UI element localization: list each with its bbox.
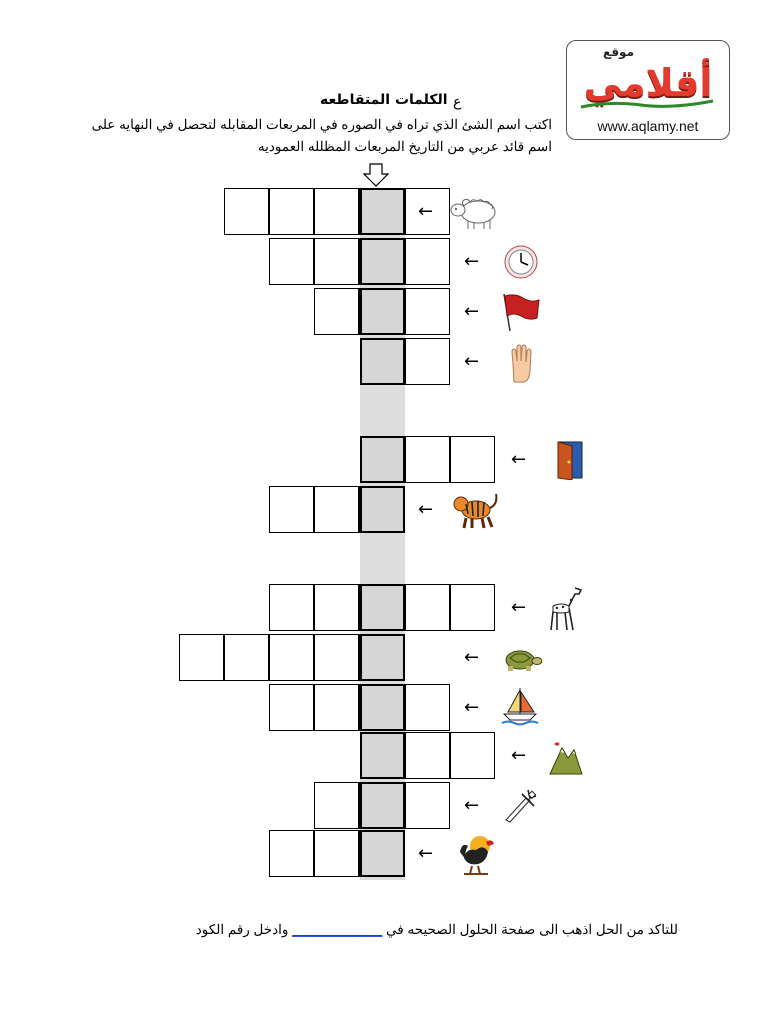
shaded-answer-cell[interactable]	[360, 238, 405, 285]
boat-icon	[500, 686, 540, 726]
left-arrow-icon: ←	[418, 843, 434, 864]
hand-icon	[508, 344, 534, 384]
shaded-answer-cell[interactable]	[360, 188, 405, 235]
answer-cell[interactable]	[405, 238, 450, 285]
left-arrow-icon: ←	[464, 795, 480, 816]
answer-cell[interactable]	[314, 830, 359, 877]
answer-cell[interactable]	[405, 436, 450, 483]
answer-cell[interactable]	[224, 634, 269, 681]
answer-cell[interactable]	[269, 830, 314, 877]
site-logo	[566, 40, 730, 140]
shaded-answer-cell[interactable]	[360, 338, 405, 385]
sword-icon	[500, 788, 540, 824]
door-icon	[552, 440, 584, 480]
shaded-answer-cell[interactable]	[360, 288, 405, 335]
left-arrow-icon: ←	[464, 351, 480, 372]
answer-cell[interactable]	[405, 584, 450, 631]
mountain-icon	[548, 740, 584, 776]
answer-cell[interactable]	[269, 684, 314, 731]
tiger-icon	[452, 490, 498, 530]
giraffe-icon	[545, 586, 587, 632]
shaded-answer-cell[interactable]	[360, 486, 405, 533]
shaded-answer-cell[interactable]	[360, 436, 405, 483]
answer-cell[interactable]	[314, 238, 359, 285]
shaded-answer-cell[interactable]	[360, 584, 405, 631]
page-title: الكلمات المتقاطعه	[320, 92, 448, 108]
answer-cell[interactable]	[224, 188, 269, 235]
answer-cell[interactable]	[314, 584, 359, 631]
answer-cell[interactable]	[269, 188, 314, 235]
answer-cell[interactable]	[405, 338, 450, 385]
flag-icon	[500, 292, 540, 332]
answer-cell[interactable]	[314, 782, 359, 829]
answer-cell[interactable]	[269, 238, 314, 285]
rooster-icon	[456, 834, 496, 878]
left-arrow-icon: ←	[464, 251, 480, 272]
answer-cell[interactable]	[450, 436, 495, 483]
down-arrow-icon	[362, 163, 390, 187]
answer-cell[interactable]	[314, 486, 359, 533]
instruction-line-1: اكتب اسم الشئ الذي تراه في الصوره في المربعات المقابله لتحصل في النهايه على	[91, 117, 552, 132]
shaded-answer-cell[interactable]	[360, 830, 405, 877]
instruction-line-2: اسم قائد عربي من التاريخ المربعات المظلله العموديه	[257, 139, 552, 154]
logo-brand-text: أقلامي	[583, 61, 713, 105]
shaded-answer-cell[interactable]	[360, 634, 405, 681]
answer-cell[interactable]	[314, 288, 359, 335]
answer-cell[interactable]	[314, 634, 359, 681]
answer-cell[interactable]	[405, 288, 450, 335]
solutions-link[interactable]: ____________	[292, 922, 383, 937]
footer-text-after: وادخل رقم الكود	[195, 922, 289, 937]
left-arrow-icon: ←	[511, 597, 527, 618]
turtle-icon	[500, 646, 542, 674]
chapter-letter: ع	[453, 94, 462, 110]
left-arrow-icon: ←	[464, 697, 480, 718]
answer-cell[interactable]	[179, 634, 224, 681]
left-arrow-icon: ←	[418, 499, 434, 520]
footer-note	[158, 922, 678, 938]
left-arrow-icon: ←	[418, 201, 434, 222]
left-arrow-icon: ←	[511, 449, 527, 470]
answer-cell[interactable]	[269, 486, 314, 533]
logo-site-label: موقع	[603, 45, 635, 59]
logo-url: www.aqlamy.net	[597, 118, 699, 134]
answer-cell[interactable]	[314, 188, 359, 235]
answer-cell[interactable]	[269, 584, 314, 631]
answer-cell[interactable]	[405, 732, 450, 779]
shaded-answer-cell[interactable]	[360, 782, 405, 829]
answer-cell[interactable]	[405, 684, 450, 731]
answer-cell[interactable]	[450, 732, 495, 779]
answer-cell[interactable]	[269, 634, 314, 681]
shaded-answer-cell[interactable]	[360, 684, 405, 731]
left-arrow-icon: ←	[511, 745, 527, 766]
left-arrow-icon: ←	[464, 647, 480, 668]
answer-cell[interactable]	[314, 684, 359, 731]
sheep-icon	[448, 196, 500, 230]
clock-icon	[503, 244, 539, 280]
answer-cell[interactable]	[450, 584, 495, 631]
footer-text-before: للتاكد من الحل اذهب الى صفحة الحلول الصحيحه في	[386, 922, 678, 937]
answer-cell[interactable]	[405, 782, 450, 829]
left-arrow-icon: ←	[464, 301, 480, 322]
pencil-icon	[577, 73, 717, 109]
shaded-answer-cell[interactable]	[360, 732, 405, 779]
